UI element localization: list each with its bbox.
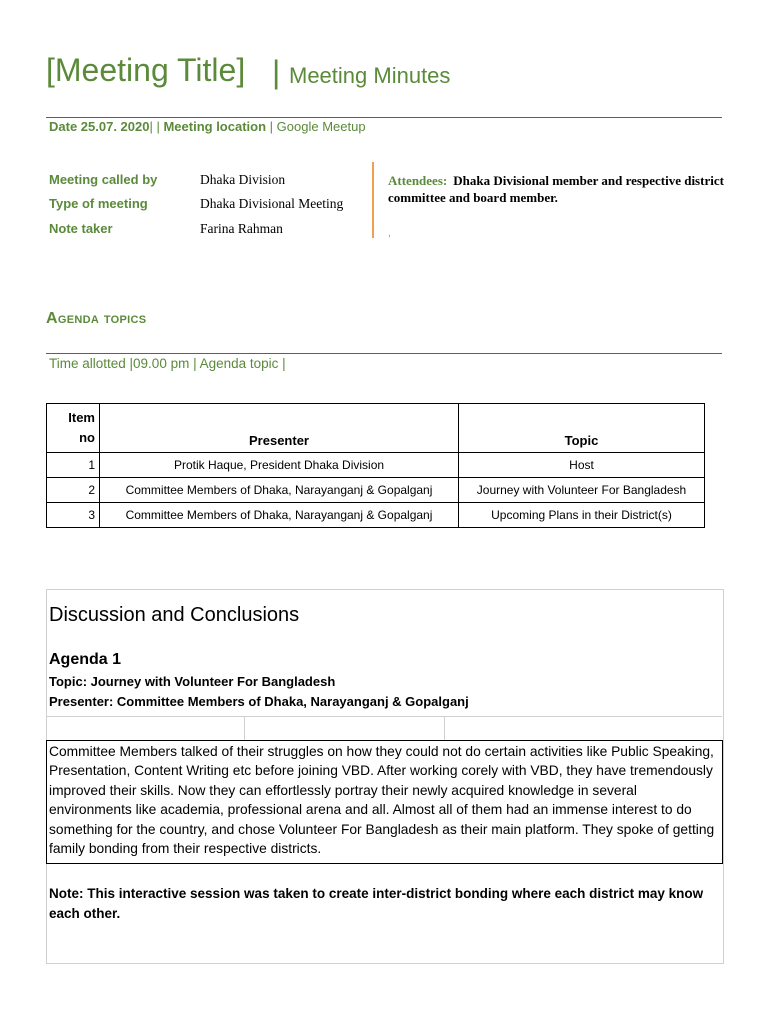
info-divider: [372, 162, 374, 238]
table-header-row: [47, 404, 705, 453]
discussion-note: Note: This interactive session was taken to create inter-district bonding where each district may know each other.: [49, 886, 704, 921]
meeting-type-label: Type of meeting: [49, 196, 148, 211]
table-row: [47, 478, 705, 503]
agenda-topic-line: Topic: Journey with Volunteer For Bangladesh: [49, 674, 336, 689]
presenter-cell: Protik Haque, President Dhaka Division: [100, 453, 459, 478]
agenda-topics-heading: Agenda topics: [46, 310, 147, 327]
presenter-cell: Committee Members of Dhaka, Narayanganj & Gopalganj: [100, 478, 459, 503]
meeting-title: [Meeting Title]: [46, 52, 246, 88]
meta-separator: | |: [149, 119, 160, 134]
agenda-table: [46, 403, 705, 528]
empty-cell: [244, 717, 445, 741]
empty-cell: [46, 717, 245, 741]
item-no-cell: 1: [47, 453, 100, 478]
meta-separator: |: [269, 119, 274, 134]
attendees-value: Dhaka Divisional member and respective district committee and board member.: [388, 173, 724, 205]
table-row: [47, 453, 705, 478]
empty-cell-row: [46, 716, 722, 741]
topic-cell: Host: [459, 453, 705, 478]
item-no-cell: 2: [47, 478, 100, 503]
attendees-block: [388, 172, 728, 206]
location-value: Google Meetup: [276, 119, 366, 134]
agenda-rule: [46, 353, 722, 354]
meeting-type-value: Dhaka Divisional Meeting: [200, 196, 344, 211]
location-label: Meeting location: [163, 119, 267, 134]
stray-mark: ,: [388, 228, 391, 239]
called-by-label: Meeting called by: [49, 172, 158, 187]
discussion-title: Discussion and Conclusions: [49, 604, 300, 626]
header-rule: [46, 117, 722, 118]
topic-cell: Journey with Volunteer For Bangladesh: [459, 478, 705, 503]
attendees-label: Attendees:: [388, 173, 448, 188]
meeting-meta-line: [49, 119, 366, 134]
agenda-1-heading: Agenda 1: [49, 651, 122, 668]
time-allotted-line: Time allotted |09.00 pm | Agenda topic |: [49, 356, 286, 371]
col-header-presenter: Presenter: [100, 404, 459, 453]
topic-cell: Upcoming Plans in their District(s): [459, 503, 705, 528]
presenter-cell: Committee Members of Dhaka, Narayanganj & Gopalganj: [100, 503, 459, 528]
called-by-value: Dhaka Division: [200, 172, 286, 187]
note-taker-label: Note taker: [49, 221, 113, 236]
title-separator: |: [272, 54, 281, 90]
meeting-minutes-subtitle: Meeting Minutes: [289, 63, 451, 88]
note-taker-value: Farina Rahman: [200, 221, 283, 236]
col-header-item-no: Item no: [47, 404, 100, 453]
col-header-topic: Topic: [459, 404, 705, 453]
table-row: [47, 503, 705, 528]
meeting-date: Date 25.07. 2020: [49, 119, 150, 134]
agenda-presenter-line: Presenter: Committee Members of Dhaka, Narayanganj & Gopalganj: [49, 694, 469, 709]
item-no-cell: 3: [47, 503, 100, 528]
discussion-body-text: Committee Members talked of their struggles on how they could not do certain activities like Public Speaking, Presentation, Content Writing etc before joining VBD. After working corely with VBD, they have tremendously improved their skills. Now they can effortlessly portray their newly acquired knowledge in several environments like academia, professional arena and all. Almost all of them had an immense interest to do something for the country, and chose Volunteer For Bangladesh as their main platform. They spoke of getting family bonding from their respective districts.: [49, 744, 715, 857]
